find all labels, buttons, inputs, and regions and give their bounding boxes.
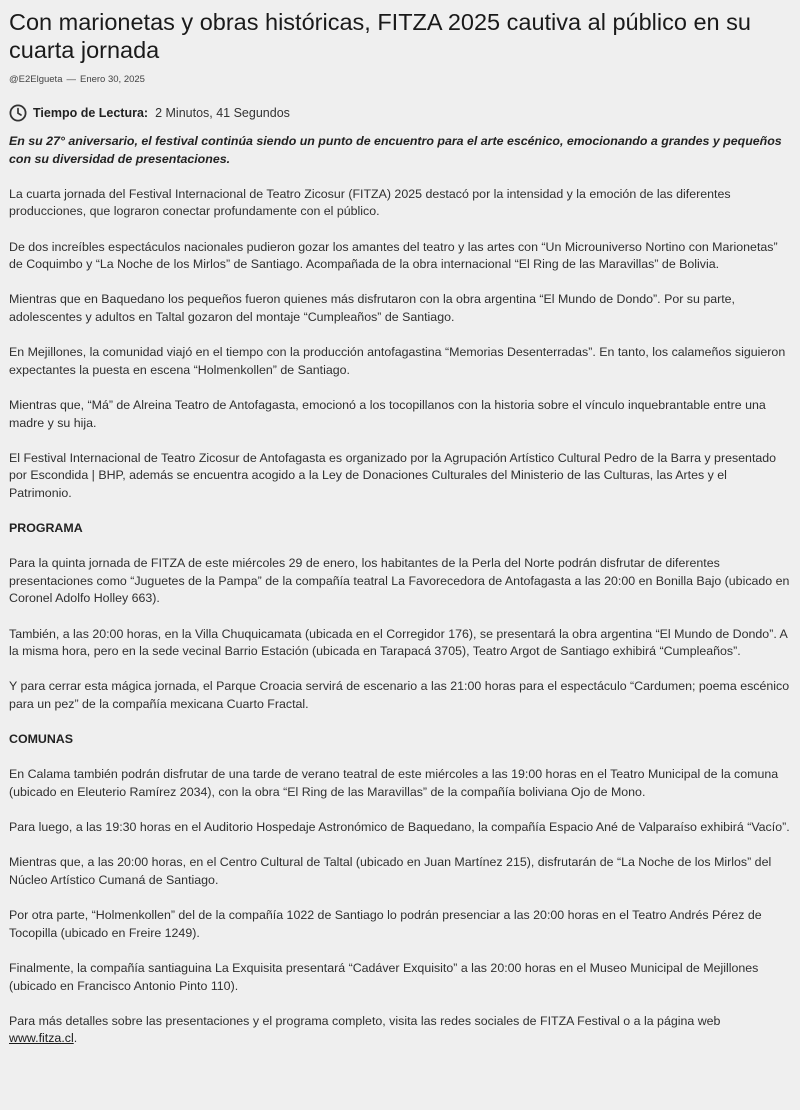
paragraph: La cuarta jornada del Festival Internacional de Teatro Zicosur (FITZA) 2025 destacó por la intensidad y la emoción de las diferentes producciones, que lograron conectar profundamente con el público. [9,186,731,219]
paragraph: Mientras que, “Má” de Alreina Teatro de Antofagasta, emocionó a los tocopillanos con la historia sobre el vínculo inquebrantable entre una madre y su hija. [9,397,766,430]
closing-paragraph [9,1013,791,1048]
clock-icon [9,104,27,122]
paragraph: Finalmente, la compañía santiaguina La Exquisita presentará “Cadáver Exquisito” a las 20:00 horas en el Museo Municipal de Mejillones (ubicado en Francisco Antonio Pinto 110). [9,960,759,993]
article-title: Con marionetas y obras históricas, FITZA 2025 cautiva al público en su cuarta jornada [9,9,751,63]
paragraph: También, a las 20:00 horas, en la Villa Chuquicamata (ubicada en el Corregidor 176), se presentará la obra argentina “El Mundo de Dondo”. A la misma hora, pero en la sede vecinal Barrio Estación (ubicada en Tarapacá 3705), Teatro Argot de Santiago exhibirá “Cumpleaños”. [9,626,788,659]
paragraph: El Festival Internacional de Teatro Zicosur de Antofagasta es organizado por la Agrupación Artístico Cultural Pedro de la Barra y presentado por Escondida | BHP, además se encuentra acogido a la Ley de Donaciones Culturales del Ministerio de las Culturas, las Artes y el Patrimonio. [9,450,777,500]
website-link[interactable]: www.fitza.cl [9,1031,74,1046]
paragraph: Mientras que en Baquedano los pequeños fueron quienes más disfrutaron con la obra argentina “El Mundo de Dondo”. Por su parte, adolescentes y adultos en Taltal gozaron del montaje “Cumpleaños” de Santiago. [9,292,736,324]
publish-date: Enero 30, 2025 [79,74,145,85]
paragraph: Mientras que, a las 20:00 horas, en el Centro Cultural de Taltal (ubicado en Juan Martínez 215), disfrutarán de “La Noche de los Mirlos” del Núcleo Artístico Cumaná de Santiago. [9,855,772,887]
section-heading-comunas: COMUNAS [9,732,74,747]
paragraph: Por otra parte, “Holmenkollen” del de la compañía 1022 de Santiago lo podrán presenciar a las 20:00 horas en el Teatro Andrés Pérez de Tocopilla (ubicado en Freire 1249). [9,908,762,940]
paragraph: En Mejillones, la comunidad viajó en el tiempo con la producción antofagastina “Memorias Desenterradas”. En tanto, los calameños siguieron expectantes la puesta en escena “Holmenkollen” de Santiago. [9,345,786,377]
author-link[interactable]: @E2Elgueta [9,74,63,85]
paragraph: Y para cerrar esta mágica jornada, el Parque Croacia servirá de escenario a las 21:00 horas para el espectáculo “Cardumen; poema escénico para un pez” de la compañía mexicana Cuarto Fractal. [9,679,790,711]
paragraph: De dos increíbles espectáculos nacionales pudieron gozar los amantes del teatro y las artes con “Un Microuniverso Nortino con Marionetas” de Coquimbo y “La Noche de los Mirlos” de Santiago. Acompañada de la obra internacional “El Ring de las Maravillas” de Bolivia. [9,239,778,272]
meta-separator: — [66,74,76,85]
reading-time [9,104,791,122]
paragraph: Para luego, a las 19:30 horas en el Auditorio Hospedaje Astronómico de Baquedano, la compañía Espacio Ané de Valparaíso exhibirá “Vacío”. [9,820,790,835]
section-heading-programa: PROGRAMA [9,521,83,536]
reading-time-label: Tiempo de Lectura: [33,106,149,120]
article-meta [9,74,791,88]
reading-time-value: 2 Minutos, 41 Segundos [155,106,290,120]
closing-period: . [73,1031,78,1046]
paragraph: En Calama también podrán disfrutar de una tarde de verano teatral de este miércoles a las 19:00 horas en el Teatro Municipal de la comuna (ubicado en Eleuterio Ramírez 2034), con la obra “El Ring de las Maravillas” de la compañía boliviana Ojo de Mono. [9,767,779,799]
paragraph: Para la quinta jornada de FITZA de este miércoles 29 de enero, los habitantes de la Perla del Norte podrán disfrutar de diferentes presentaciones como “Juguetes de la Pampa” de la compañía teatral La Favorecedora de Antofagasta a las 20:00 en Bonilla Bajo (ubicado en Coronel Adolfo Holley 663). [9,556,790,606]
article-lead: En su 27° aniversario, el festival continúa siendo un punto de encuentro para el arte escénico, emocionando a grandes y pequeños con su diversidad de presentaciones. [9,134,782,166]
closing-text: Para más detalles sobre las presentaciones y el programa completo, visita las redes sociales de FITZA Festival o a la página web [9,1013,721,1028]
